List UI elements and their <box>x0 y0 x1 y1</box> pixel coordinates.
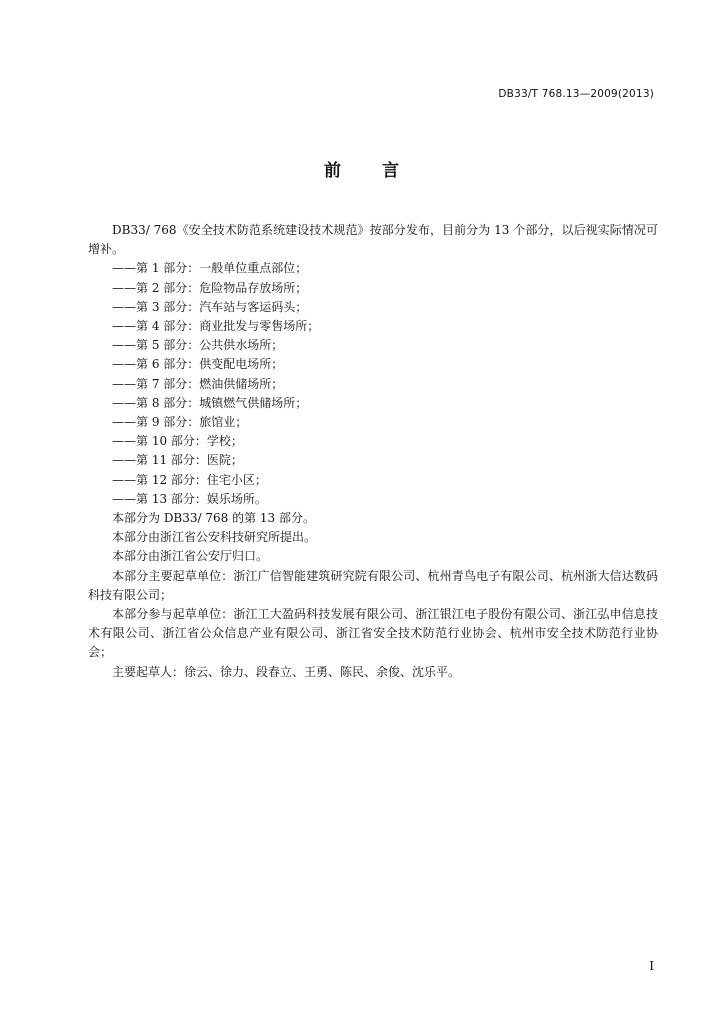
main-drafting-units: 本部分主要起草单位：浙江广信智能建筑研究院有限公司、杭州青鸟电子有限公司、杭州浙大信达数码科技有限公司； <box>88 568 658 602</box>
intro-paragraph: DB33/ 768《安全技术防范系统建设技术规范》按部分发布，目前分为 13 个部分，以后视实际情况可增补。 <box>88 223 658 257</box>
list-item: ——第 9 部分：旅馆业； <box>112 415 248 430</box>
list-item: ——第 5 部分：公共供水场所； <box>112 338 284 353</box>
title-char-2: 言 <box>382 161 400 181</box>
list-item: ——第 11 部分：医院； <box>112 453 243 468</box>
list-item: ——第 7 部分：燃油供储场所； <box>112 376 284 391</box>
page-number: I <box>649 959 654 973</box>
title-char-1: 前 <box>324 161 342 181</box>
parts-list <box>88 259 658 509</box>
main-drafters: 主要起草人：徐云、徐力、段春立、王勇、陈民、余俊、沈乐平。 <box>112 664 461 679</box>
list-item: ——第 12 部分：住宅小区； <box>112 472 267 487</box>
document-id: DB33/T 768.13—2009(2013) <box>498 88 654 100</box>
list-item: ——第 6 部分：供变配电场所； <box>112 357 284 372</box>
page-title <box>0 156 724 181</box>
participating-drafting-units: 本部分参与起草单位：浙江工大盈码科技发展有限公司、浙江银江电子股份有限公司、浙江弘申信息技术有限公司、浙江省公众信息产业有限公司、浙江省安全技术防范行业协会、杭州市安全技术防范行业协会； <box>88 607 658 660</box>
proposed-by-statement: 本部分由浙江省公安科技研究所提出。 <box>112 530 317 545</box>
list-item: ——第 10 部分：学校； <box>112 434 243 449</box>
foreword-body <box>88 221 658 682</box>
list-item: ——第 1 部分：一般单位重点部位； <box>112 261 308 276</box>
list-item: ——第 13 部分：娱乐场所。 <box>112 491 267 506</box>
managed-by-statement: 本部分由浙江省公安厅归口。 <box>112 549 269 564</box>
list-item: ——第 4 部分：商业批发与零售场所； <box>112 319 320 334</box>
list-item: ——第 2 部分：危险物品存放场所； <box>112 280 308 295</box>
list-item: ——第 3 部分：汽车站与客运码头； <box>112 299 308 314</box>
list-item: ——第 8 部分：城镇燃气供储场所； <box>112 395 308 410</box>
part-of-statement: 本部分为 DB33/ 768 的第 13 部分。 <box>112 511 315 526</box>
